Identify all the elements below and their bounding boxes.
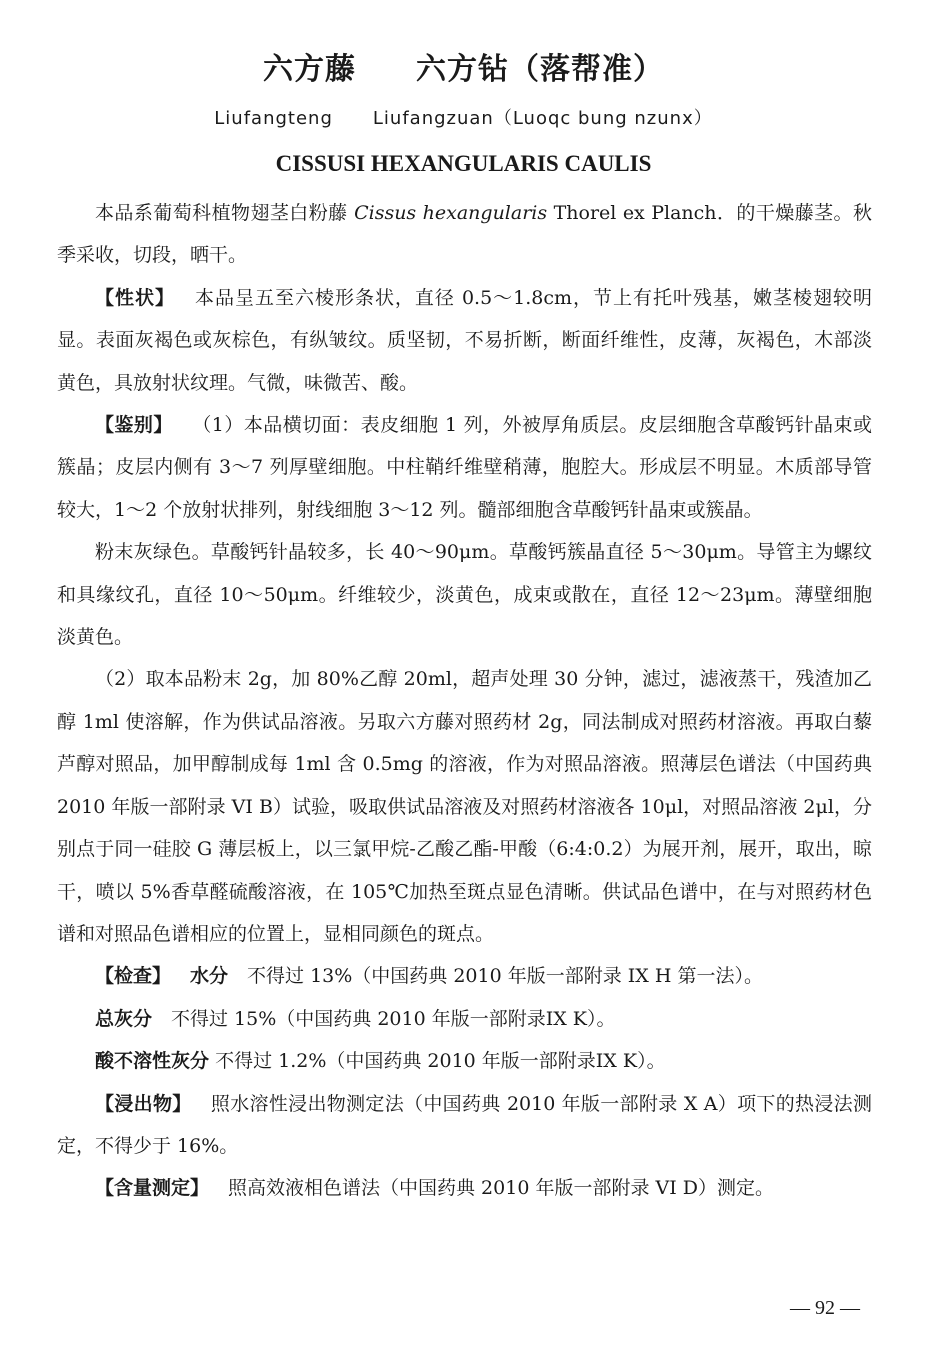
jinchuwu-text: 照水溶性浸出物测定法（中国药典 2010 年版一部附录 X A）项下的热浸法测定，不得少于 16%。 [57, 1092, 872, 1157]
intro-before: 本品系葡萄科植物翅茎白粉藤 [95, 202, 355, 224]
page-title [0, 44, 927, 88]
jianbie-heading: 【鉴别】 [95, 414, 173, 437]
latin-name: CISSUSI HEXANGULARIS CAULIS [275, 151, 652, 176]
monograph-body [57, 192, 872, 1210]
hanliang-text: 照高效液相色谱法（中国药典 2010 年版一部附录 VI D）测定。 [228, 1177, 774, 1200]
page-number: — 92 — [790, 1297, 860, 1319]
huifen-label: 总灰分 [95, 1007, 153, 1030]
shuifen-label: 水分 [190, 965, 229, 988]
shuifen-text: 不得过 13%（中国药典 2010 年版一部附录 IX H 第一法）。 [247, 965, 763, 988]
jianbie-paragraph-3: （2）取本品粉末 2g，加 80%乙醇 20ml，超声处理 30 分钟，滤过，滤液蒸干，残渣加乙醇 1ml 使溶解，作为供试品溶液。另取六方藤对照药材 2g，同法制成对照药材溶液。再取白藜芦醇对照品，加甲醇制成每 1ml 含 0.5mg 的溶液，作为对照品溶液。照薄层色谱法（中国药典 2010 年版一部附录 VI B）试验，吸取供试品溶液及对照药材溶液各 10μl，对照品溶液 2μl，分别点于同一硅胶 G 薄层板上，以三氯甲烷-乙酸乙酯-甲酸（6:4:0.2）为展开剂，展开，取出，晾干，喷以 5%香草醛硫酸溶液，在 105℃加热至斑点显色清晰。供试品色谱中，在与对照药材色谱和对照品色谱相应的位置上，显相同颜色的斑点。 [57, 668, 872, 945]
title-main: 六方藤 [263, 52, 356, 87]
title-alt: 六方钻（落帮准） [416, 52, 664, 87]
xingzhuang-text: 本品呈五至六棱形条状，直径 0.5～1.8cm，节上有托叶残基，嫩茎棱翅较明显。表面灰褐色或灰棕色，有纵皱纹。质坚韧，不易折断，断面纤维性，皮薄，灰褐色，木部淡黄色，具放射状纹理。气微，味微苦、酸。 [57, 286, 872, 394]
pinyin-title [0, 104, 927, 130]
huifen-text: 不得过 15%（中国药典 2010 年版一部附录ⅠX K）。 [171, 1007, 616, 1030]
intro-after: Thorel ex Planch．的干燥藤茎。秋季采收，切段，晒干。 [57, 202, 872, 267]
huifen-paragraph [57, 998, 872, 1040]
intro-species: Cissus hexangularis [354, 202, 548, 224]
jianbie-paragraph-2: 粉末灰绿色。草酸钙针晶较多，长 40～90μm。草酸钙簇晶直径 5～30μm。导管主为螺纹和具缘纹孔，直径 10～50μm。纤维较少，淡黄色，成束或散在，直径 12～23μm。薄壁细胞淡黄色。 [57, 541, 872, 649]
intro-paragraph [57, 192, 872, 277]
xingzhuang-heading: 【性状】 [95, 286, 175, 309]
jianbie-text-1: （1）本品横切面：表皮细胞 1 列，外被厚角质层。皮层细胞含草酸钙针晶束或簇晶；皮层内侧有 3～7 列厚壁细胞。中柱鞘纤维壁稍薄，胞腔大。形成层不明显。木质部导管较大，1～2 个放射状排列，射线细胞 3～12 列。髓部细胞含草酸钙针晶束或簇晶。 [57, 414, 872, 521]
suan-label: 酸不溶性灰分 [95, 1050, 210, 1073]
jinchuwu-heading: 【浸出物】 [95, 1092, 192, 1115]
jiancha-heading: 【检查】 [95, 965, 172, 988]
suan-text: 不得过 1.2%（中国药典 2010 年版一部附录ⅠX K）。 [215, 1050, 666, 1073]
hanliang-paragraph [57, 1167, 872, 1209]
suan-paragraph [57, 1040, 872, 1082]
xingzhuang-paragraph [57, 277, 872, 404]
pinyin-main: Liufangteng [214, 108, 333, 129]
jinchuwu-paragraph [57, 1083, 872, 1168]
jiancha-paragraph [57, 955, 872, 997]
pinyin-alt: Liufangzuan（Luoqc bung nzunx） [372, 108, 713, 129]
jianbie-paragraph-1 [57, 404, 872, 531]
hanliang-heading: 【含量测定】 [95, 1177, 210, 1200]
